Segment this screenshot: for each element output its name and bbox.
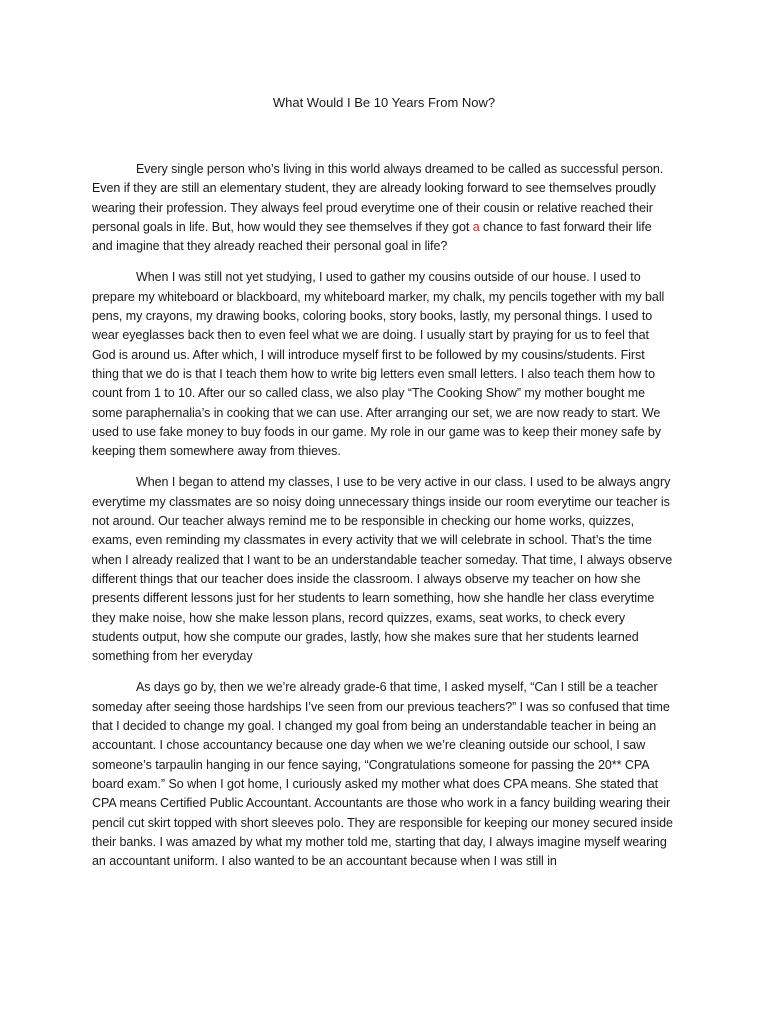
paragraph-2: When I was still not yet studying, I used to gather my cousins outside of our house. I used to prepare my whiteboard or blackboard, my whiteboard marker, my chalk, my pencils together with my ball pens, my crayons, my drawing books, coloring books, story books, lastly, my personal things. I used to wear eyeglasses back then to even feel what we are doing. I usually start by praying for us to feel that God is around us. After which, I will introduce myself first to be followed by my cousins/students. First thing that we do is that I teach them how to write big letters even small letters. I also teach them how to count from 1 to 10. After our so called class, we also play “The Cooking Show” my mother bought me some paraphernalia’s in cooking that we can use. After arranging our set, we are now ready to start. We used to use fake money to buy foods in our game. My role in our game was to keep their money safe by keeping them somewhere away from thieves. xyxy=(92,270,665,459)
highlighted-word: a xyxy=(472,219,480,234)
paragraph-3: When I began to attend my classes, I use to be very active in our class. I used to be always angry everytime my classmates are so noisy doing unnecessary things inside our room everytime our teacher is not around. Our teacher always remind me to be responsible in checking our home works, quizzes, exams, even reminding my classmates in every activity that we will celebrate in school. That’s the time when I already realized that I want to be an understandable teacher someday. That time, I always observe different things that our teacher does inside the classroom. I always observe my teacher on how she presents different lessons just for her students to learn something, how she handle her class everytime they make noise, how she make lesson plans, record quizzes, exams, seat works, to check every students output, how she compute our grades, lastly, how she makes sure that her students learned something from her everyday xyxy=(92,475,673,664)
document-body xyxy=(92,160,674,883)
document-title: What Would I Be 10 Years From Now? xyxy=(272,95,496,110)
paragraph-1-text-end: chance to fast forward their life and imagine that they already reached their personal goal in life? xyxy=(92,219,652,254)
paragraph-1 xyxy=(92,160,674,256)
paragraph-4: As days go by, then we we’re already grade-6 that time, I asked myself, “Can I still be a teacher someday after seeing those hardships I’ve seen from our previous teachers?” I was so confused that time that I decided to change my goal. I changed my goal from being an understandable teacher in being an accountant. I chose accountancy because one day when we we’re cleaning outside our school, I saw someone’s tarpaulin hanging in our fence saying, “Congratulations someone for passing the 20** CPA board exam.” So when I got home, I curiously asked my mother what does CPA means. She stated that CPA means Certified Public Accountant. Accountants are those who work in a fancy building wearing their pencil cut skirt topped with short sleeves polo. They are responsible for keeping our money secured inside their banks. I was amazed by what my mother told me, starting that day, I always imagine myself wearing an accountant uniform. I also wanted to be an accountant because when I was still in xyxy=(92,680,673,869)
paragraph-1-text-start: Every single person who’s living in this world always dreamed to be called as successful person. Even if they are still an elementary student, they are already looking forward to see themselves proudly wearing their profession. They always feel proud everytime one of their cousin or relative reached their personal goals in life. But, how would they see themselves if they got xyxy=(92,162,664,234)
